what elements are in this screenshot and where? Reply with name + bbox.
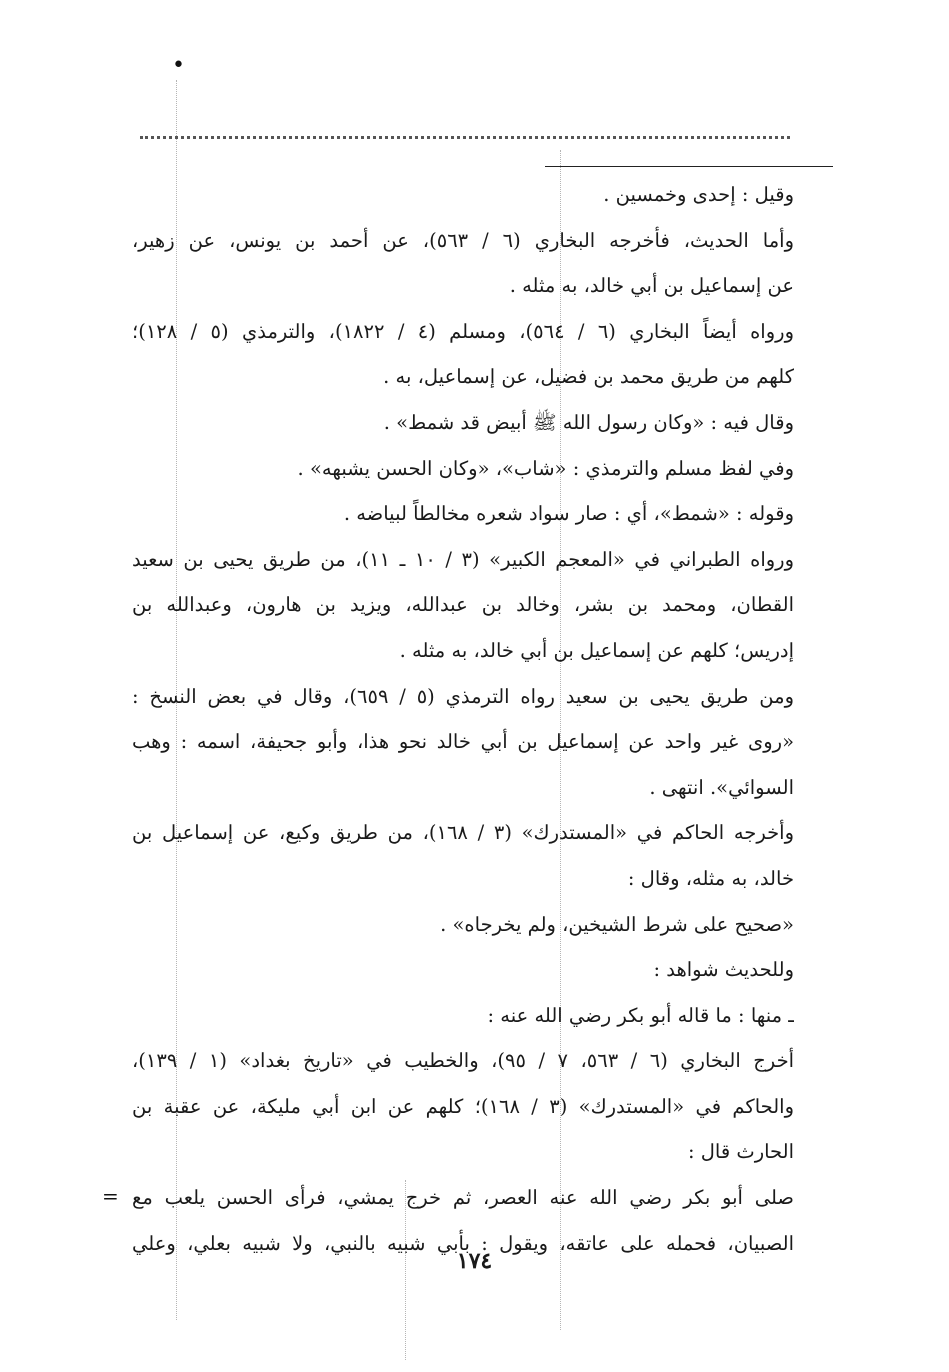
text-line: السوائي». انتهى . xyxy=(649,775,794,799)
page-number: ١٧٤ xyxy=(456,1248,493,1274)
text-line: خالد، به مثله، وقال : xyxy=(627,866,794,890)
text-line: كلهم من طريق محمد بن فضيل، عن إسماعيل، به . xyxy=(383,365,794,389)
text-line: ـ منها : ما قاله أبو بكر رضي الله عنه : xyxy=(487,1003,794,1027)
text-line: وللحديث شواهد : xyxy=(653,958,794,982)
text-line: عن إسماعيل بن أبي خالد، به مثله . xyxy=(509,274,794,298)
continuation-mark: = xyxy=(102,1184,119,1208)
text-line: ورواه الطبراني في «المعجم الكبير» (٣ / ١٠ ـ ١١)، من طريق يحيى بن سعيد xyxy=(132,547,794,571)
body-text xyxy=(132,172,794,1266)
text-line: «روى غير واحد عن إسماعيل بن أبي خالد نحو هذا، وأبو جحيفة، اسمه : وهب xyxy=(132,730,794,754)
text-line: وقال فيه : «وكان رسول الله ﷺ أبيض قد شمط» . xyxy=(383,410,794,434)
corner-mark: • xyxy=(172,53,185,78)
text-line: «صحيح على شرط الشيخين، ولم يخرجاه» . xyxy=(440,912,794,936)
text-line: وقوله : «شمط»، أي : صار سواد شعره مخالطاً لبياضه . xyxy=(343,502,794,526)
footnote-separator-rule xyxy=(545,166,833,167)
top-dotted-rule xyxy=(140,136,790,139)
text-line: القطان، ومحمد بن بشر، وخالد بن عبدالله، ويزيد بن هارون، وعبدالله بن xyxy=(132,593,794,617)
text-line: أخرج البخاري (٦ / ٥٦٣، ٧ / ٩٥)، والخطيب في «تاريخ بغداد» (١ / ١٣٩)، xyxy=(132,1049,794,1073)
text-line: ورواه أيضاً البخاري (٦ / ٥٦٤)، ومسلم (٤ / ١٨٢٢)، والترمذي (٥ / ١٢٨)؛ xyxy=(132,319,794,343)
text-line: ومن طريق يحيى بن سعيد رواه الترمذي (٥ / ٦٥٩)، وقال في بعض النسخ : xyxy=(132,684,794,708)
text-line: والحاكم في «المستدرك» (٣ / ١٦٨)؛ كلهم عن ابن أبي مليكة، عن عقبة بن xyxy=(132,1094,794,1118)
text-line: الصبيان، فحمله على عاتقه، ويقول : بأبي شبيه بالنبي، ولا شبيه بعلي، وعلي xyxy=(132,1231,794,1255)
text-line: إدريس؛ كلهم عن إسماعيل بن أبي خالد، به مثله . xyxy=(399,638,794,662)
text-line: وفي لفظ مسلم والترمذي : «شاب»، «وكان الحسن يشبهه» . xyxy=(297,456,794,480)
text-line: وقيل : إحدى وخمسين . xyxy=(603,183,794,206)
text-line: الحارث قال : xyxy=(687,1140,794,1164)
text-line: وأما الحديث، فأخرجه البخاري (٦ / ٥٦٣)، عن أحمد بن يونس، عن زهير، xyxy=(132,228,794,252)
text-line: وأخرجه الحاكم في «المستدرك» (٣ / ١٦٨)، من طريق وكيع، عن إسماعيل بن xyxy=(132,821,794,845)
text-line: صلى أبو بكر رضي الله عنه العصر، ثم خرج يمشي، فرأى الحسن يلعب مع xyxy=(132,1186,794,1210)
